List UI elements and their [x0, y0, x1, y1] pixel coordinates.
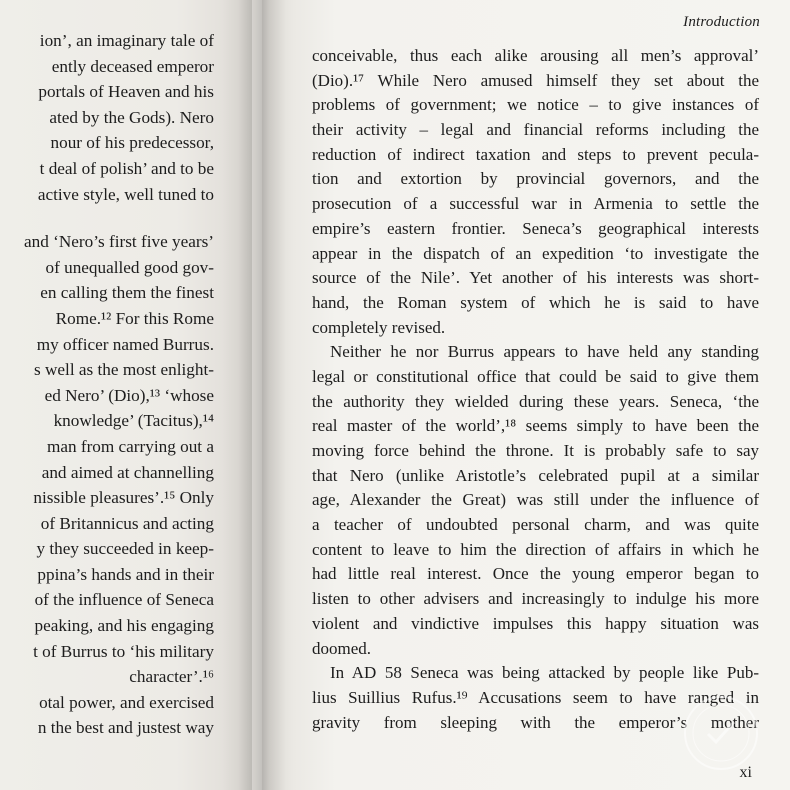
text-line: nour of his predecessor,: [50, 133, 214, 153]
running-head: Introduction: [683, 14, 760, 30]
text-line: doomed.: [312, 638, 372, 658]
text-line: active style, well tuned to: [37, 184, 214, 204]
text-line: content to leave to him the direction of affairs in which he: [312, 539, 759, 559]
text-line: age, Alexander the Great) was still under the influence of: [312, 490, 759, 510]
text-line: portals of Heaven and his: [38, 82, 214, 102]
text-line: and aimed at channelling: [41, 462, 214, 482]
text-line: of unequalled good gov-: [45, 257, 214, 277]
text-line: In AD 58 Seneca was being attacked by people like Pub-: [330, 663, 759, 683]
text-line: t deal of polish’ and to be: [39, 158, 214, 178]
text-line: and ‘Nero’s first five years’: [24, 232, 214, 252]
text-line: my officer named Burrus.: [36, 334, 214, 354]
text-line: y they succeeded in keep-: [36, 539, 214, 559]
text-line: man from carrying out a: [46, 436, 214, 456]
text-line: moving force behind the throne. It is probably safe to say: [312, 441, 759, 460]
text-line: had little real interest. Once the young emperor began to: [312, 564, 759, 584]
text-line: appear in the dispatch of an expedition ‘to investigate the: [312, 243, 759, 263]
text-line: empire’s eastern frontier. Seneca’s geographical interests: [312, 218, 759, 238]
text-line: nissible pleasures’.¹⁵ Only: [33, 488, 214, 508]
text-line: a teacher of undoubted personal charm, and was quite: [312, 515, 759, 535]
text-line: tion and extortion by provincial governors, and the: [312, 169, 759, 189]
paragraph-gap: [0, 207, 214, 229]
authenticity-stamp: [682, 694, 760, 772]
text-line: ppina’s hands and in their: [37, 564, 214, 584]
left-page-text: [0, 28, 214, 741]
right-page-text: [312, 44, 759, 735]
text-line: hand, the Roman system of which he is said to have: [312, 292, 759, 312]
text-line: t of Burrus to ‘his military: [33, 641, 214, 661]
text-line: completely revised.: [312, 317, 446, 337]
text-line: conceivable, thus each alike arousing all men’s approval’: [312, 46, 759, 65]
text-line: real master of the world’,¹⁸ seems simply to have been the: [312, 416, 759, 436]
text-line: ion’, an imaginary tale of: [39, 31, 214, 50]
text-line: the authority they wielded during these years. Seneca, ‘the: [312, 391, 759, 411]
right-page: [262, 0, 790, 790]
text-line: Neither he nor Burrus appears to have held any standing: [330, 342, 759, 362]
text-line: of Britannicus and acting: [40, 513, 214, 533]
text-line: their activity – legal and financial reforms including the: [312, 120, 759, 140]
text-line: reduction of indirect taxation and steps to prevent pecula-: [312, 144, 759, 164]
book-gutter: [238, 0, 286, 790]
text-line: legal or constitutional office that could be said to give them: [312, 366, 759, 386]
left-page: [0, 0, 252, 790]
text-line: peaking, and his engaging: [34, 616, 214, 636]
text-line: listen to other advisers and increasingly to indulge his more: [312, 589, 759, 609]
text-line: Rome.¹² For this Rome: [55, 308, 214, 328]
text-line: problems of government; we notice – to give instances of: [312, 95, 759, 115]
text-line: (Dio).¹⁷ While Nero amused himself they set about the: [312, 70, 759, 90]
text-line: gravity from sleeping with the emperor’s mother: [312, 712, 759, 732]
text-line: character’.¹⁶: [129, 667, 214, 687]
text-line: ated by the Gods). Nero: [49, 107, 214, 127]
text-line: source of the Nile’. Yet another of his interests was short-: [312, 268, 759, 288]
text-line: violent and vindictive impulses this happy situation was: [312, 613, 759, 633]
page-number: xi: [739, 764, 752, 781]
text-line: otal power, and exercised: [39, 692, 214, 712]
text-line: that Nero (unlike Aristotle’s celebrated pupil at a similar: [312, 465, 759, 485]
text-line: lius Suillius Rufus.¹⁹ Accusations seem to have ranged in: [312, 687, 759, 707]
text-line: ed Nero’ (Dio),¹³ ‘whose: [44, 385, 214, 405]
text-line: of the influence of Seneca: [34, 590, 214, 610]
text-line: n the best and justest way: [37, 718, 214, 738]
text-line: s well as the most enlight-: [34, 360, 214, 380]
text-line: prosecution of a successful war in Armenia to settle the: [312, 194, 759, 214]
text-line: ently deceased emperor: [51, 56, 214, 76]
text-line: knowledge’ (Tacitus),¹⁴: [53, 411, 214, 431]
text-line: en calling them the finest: [40, 283, 214, 303]
